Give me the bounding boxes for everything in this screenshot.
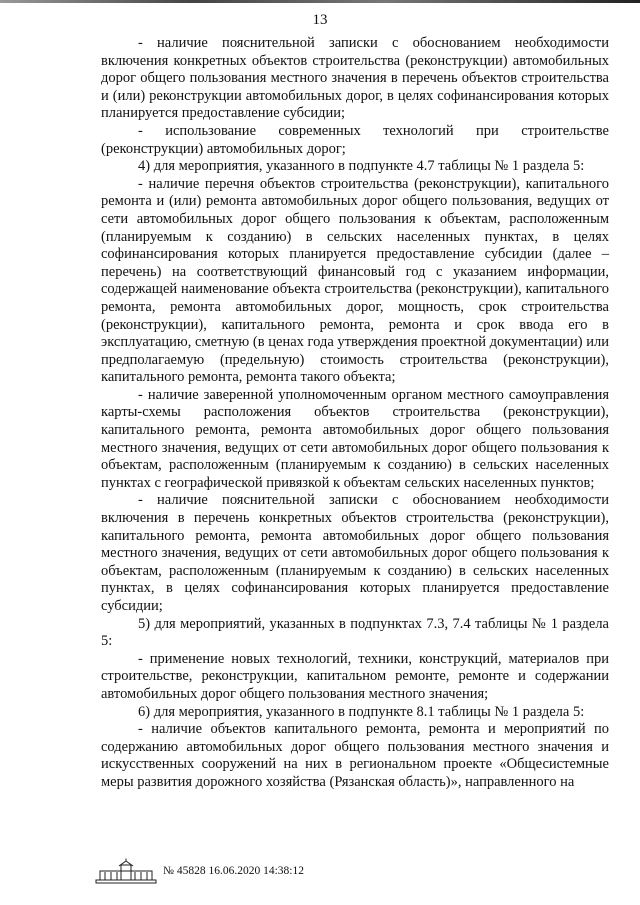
paragraph: - наличие пояснительной записки с обоснованием необходимости включения конкретных объектов строительства (реконструкции) автомобильных дорог общего пользования местного значения в перечень объектов строительства и (или) реконструкции автомобильных дорог, в целях софинансирования которых планируется предоставление субсидии; (101, 35, 609, 122)
document-footer (95, 858, 304, 884)
government-building-stamp-icon (95, 858, 157, 884)
page-number: 13 (312, 12, 328, 28)
paragraph: - наличие перечня объектов строительства (реконструкции), капитального ремонта и (или) ремонта автомобильных дорог общего пользования, ведущих от сети автомобильных дорог общего пользования к объектам, расположенным (планируемым к созданию) в сельских населенных пунктах, в целях софинансирования которых планируется предоставление субсидии (далее – перечень) на соответствующий финансовый год с указанием информации, содержащей наименование объекта строительства (реконструкции), капитального ремонта, ремонта автомобильных дорог, мощность, срок строительства (реконструкции), капитального ремонта, ремонта и срок ввода его в эксплуатацию, сметную (в ценах года утверждения проектной документации) или предполагаемую (предельную) стоимость строительства (реконструкции), капитального ремонта, ремонта такого объекта; (101, 175, 609, 386)
paragraph: 6) для мероприятия, указанного в подпункте 8.1 таблицы № 1 раздела 5: (138, 703, 585, 720)
page-top-edge (0, 0, 640, 3)
document-body (101, 35, 609, 792)
paragraph: 5) для мероприятий, указанных в подпунктах 7.3, 7.4 таблицы № 1 раздела 5: (101, 615, 609, 650)
paragraph: - применение новых технологий, техники, конструкций, материалов при строительстве, реконструкции, капитальном ремонте, ремонте и содержании автомобильных дорог общего пользования местного значения; (101, 650, 609, 702)
paragraph: - использование современных технологий при строительстве (реконструкции) автомобильных дорог; (101, 122, 609, 157)
paragraph: 4) для мероприятия, указанного в подпункте 4.7 таблицы № 1 раздела 5: (138, 158, 585, 175)
paragraph: - наличие заверенной уполномоченным органом местного самоуправления карты-схемы расположения объектов строительства (реконструкции), капитального ремонта, ремонта автомобильных дорог общего пользования местного значения, ведущих от сети автомобильных дорог общего пользования к объектам, расположенным (планируемым к созданию) в сельских населенных пунктах с географической привязкой к объектам сельских населенных пунктов; (101, 386, 609, 491)
paragraph: - наличие объектов капитального ремонта, ремонта и мероприятий по содержанию автомобильных дорог общего пользования местного значения и искусственных сооружений на них в региональном проекте «Общесистемные меры развития дорожного хозяйства (Рязанская область)», направленного на (101, 721, 609, 790)
registration-stamp: № 45828 16.06.2020 14:38:12 (163, 865, 304, 877)
paragraph: - наличие пояснительной записки с обоснованием необходимости включения в перечень конкретных объектов строительства (реконструкции), капитального ремонта, ремонта автомобильных дорог общего пользования местного значения, ведущих от сети автомобильных дорог общего пользования к объектам, расположенным (планируемым к созданию) в сельских населенных пунктах, в целях софинансирования которых планируется предоставление субсидии; (101, 492, 609, 614)
